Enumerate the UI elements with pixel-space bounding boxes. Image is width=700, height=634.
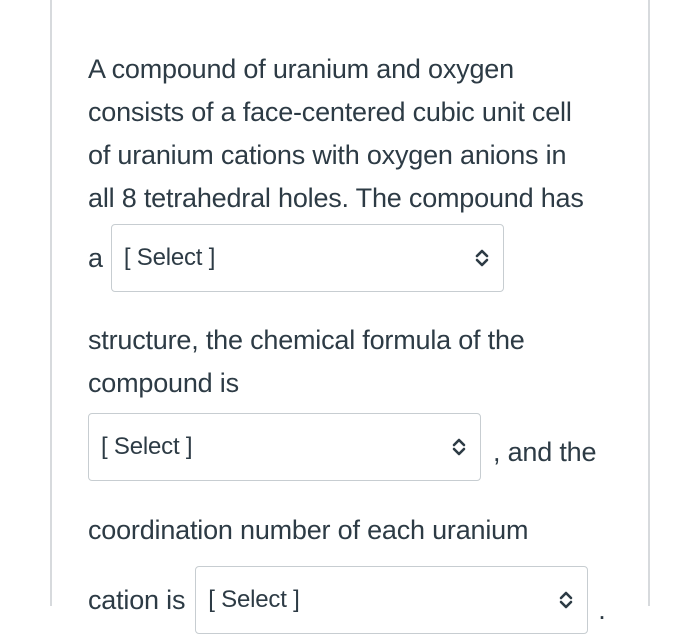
structure-select-row — [88, 224, 628, 292]
left-frame-border — [50, 0, 52, 606]
article-a: a — [88, 242, 103, 273]
chevron-up-down-icon — [473, 247, 491, 269]
question-body — [88, 48, 628, 634]
formula-select[interactable] — [88, 413, 481, 481]
chevron-up-down-icon — [450, 436, 468, 458]
question-text-line-7: coordination number of each uranium — [88, 515, 529, 545]
formula-select-value: [ Select ] — [101, 433, 193, 460]
sentence-period: . — [598, 594, 606, 625]
coordination-select[interactable] — [195, 566, 588, 634]
chevron-up-down-icon — [557, 589, 575, 611]
after-formula-text: , and the — [493, 436, 597, 467]
right-frame-border — [648, 0, 650, 606]
coordination-select-value: [ Select ] — [208, 586, 300, 613]
question-text-line-2: consists of a face-centered cubic unit cell — [88, 97, 572, 127]
question-text-line-4: all 8 tetrahedral holes. The compound has — [88, 183, 584, 213]
cation-is-text: cation is — [88, 584, 186, 615]
question-text-line-6: compound is — [88, 368, 239, 398]
formula-select-row — [88, 413, 628, 481]
question-text-line-1: A compound of uranium and oxygen — [88, 54, 514, 84]
coordination-select-row — [88, 566, 628, 634]
spacer — [88, 292, 628, 319]
question-text-line-5: structure, the chemical formula of the — [88, 325, 525, 355]
structure-select-value: [ Select ] — [123, 244, 216, 271]
structure-select[interactable] — [111, 224, 504, 292]
question-text-line-3: of uranium cations with oxygen anions in — [88, 140, 567, 170]
